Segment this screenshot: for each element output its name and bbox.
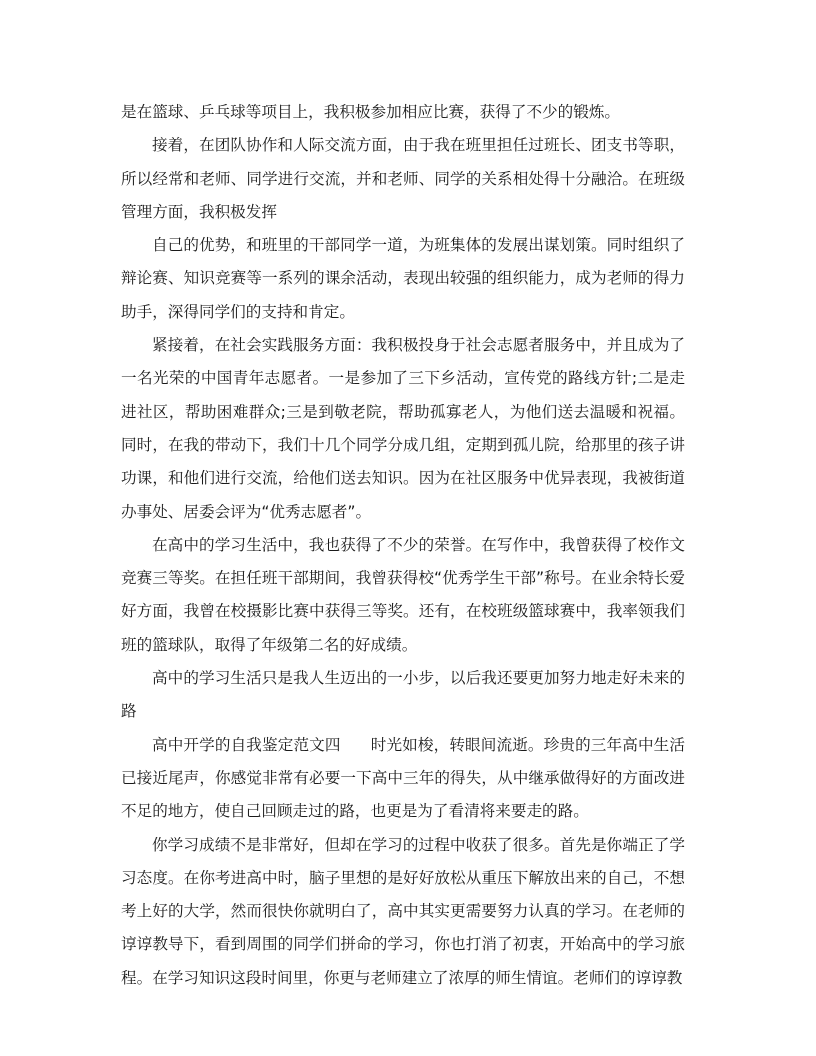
paragraph-section-four bbox=[121, 729, 685, 829]
paragraph-leadership: 自己的优势，和班里的干部同学一道，为班集体的发展出谋划策。同时组织了辩论赛、知识竞赛等一系列的课余活动，表现出较强的组织能力，成为老师的得力助手，深得同学们的支持和肯定。 bbox=[121, 236, 685, 321]
section-opening-text: 时光如梭，转眼间流逝。珍贵的三年高中生活已接近尾声，你感觉非常有必要一下高中三年的得失，从中继承做得好的方面改进不足的地方，使自己回顾走过的路，也更是为了看清将来要走的路。 bbox=[121, 735, 685, 821]
section-heading: 高中开学的自我鉴定范文四 bbox=[152, 735, 341, 754]
document-body bbox=[121, 96, 685, 995]
paragraph-volunteer-service: 紧接着，在社会实践服务方面：我积极投身于社会志愿者服务中，并且成为了一名光荣的中国青年志愿者。一是参加了三下乡活动，宣传党的路线方针;二是走进社区，帮助困难群众;三是到敬老院，帮助孤寡老人，为他们送去温暖和祝福。同时，在我的带动下，我们十几个同学分成几组，定期到孤儿院，给那里的孩子讲功课，和他们进行交流，给他们送去知识。因为在社区服务中优异表现，我被街道办事处、居委会评为“优秀志愿者”。 bbox=[121, 336, 685, 521]
paragraph-teamwork: 接着，在团队协作和人际交流方面，由于我在班里担任过班长、团支书等职，所以经常和老师、同学进行交流，并和老师、同学的关系相处得十分融洽。在班级管理方面，我积极发挥 bbox=[121, 136, 685, 221]
paragraph-study-attitude: 你学习成绩不是非常好，但却在学习的过程中收获了很多。首先是你端正了学习态度。在你考进高中时，脑子里想的是好好放松从重压下解放出来的自己，不想考上好的大学，然而很快你就明白了，高中其实更需要努力认真的学习。在老师的谆谆教导下，看到周围的同学们拼命的学习，你也打消了初衷，开始高中的学习旅程。在学习知识这段时间里，你更与老师建立了浓厚的师生情谊。老师们的谆谆教 bbox=[121, 835, 685, 987]
paragraph-honors: 在高中的学习生活中，我也获得了不少的荣誉。在写作中，我曾获得了校作文竞赛三等奖。在担任班干部期间，我曾获得校“优秀学生干部”称号。在业余特长爱好方面，我曾在校摄影比赛中获得三等奖。还有，在校班级篮球赛中，我率领我们班的篮球队，取得了年级第二名的好成绩。 bbox=[121, 535, 685, 654]
paragraph-sports-continuation: 是在篮球、乒乓球等项目上，我积极参加相应比赛，获得了不少的锻炼。 bbox=[121, 103, 621, 121]
paragraph-future: 高中的学习生活只是我人生迈出的一小步，以后我还要更加努力地走好未来的路 bbox=[121, 669, 685, 721]
